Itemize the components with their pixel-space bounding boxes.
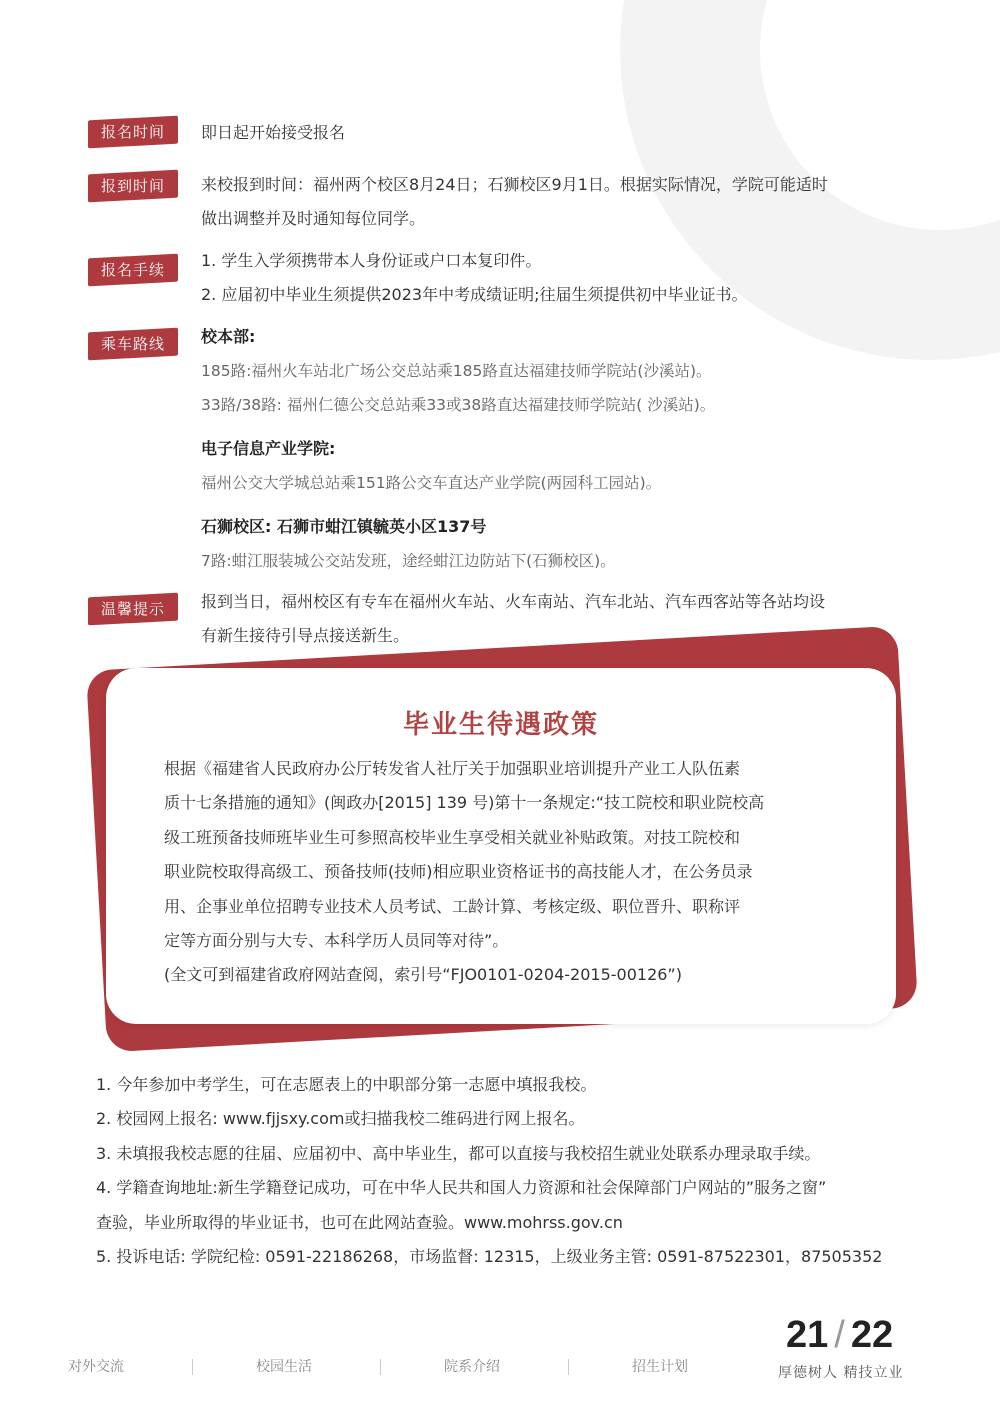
school-motto: 厚德树人 精技立业 — [778, 1365, 904, 1381]
section-tag: 报名手续 — [88, 254, 178, 287]
footer-nav-divider — [568, 1359, 569, 1375]
route-line: 7路:蚶江服装城公交站发班，途经蚶江边防站下(石狮校区)。 — [201, 552, 616, 570]
section-text: 来校报到时间：福州两个校区8月24日；石狮校区9月1日。根据实际情况，学院可能适时 — [201, 175, 828, 194]
section-text: 报到当日，福州校区有专车在福州火车站、火车南站、汽车北站、汽车西客站等各站均设 — [201, 592, 826, 611]
section-text: 2. 应届初中毕业生须提供2023年中考成绩证明;往届生须提供初中毕业证书。 — [201, 285, 748, 304]
page-number — [786, 1314, 893, 1357]
footer-nav-enrollment[interactable]: 招生计划 — [632, 1359, 688, 1375]
policy-card — [106, 668, 896, 1024]
page-number-right: 22 — [850, 1314, 894, 1356]
route-line: 33路/38路: 福州仁德公交总站乘33或38路直达福建技师学院站( 沙溪站)。 — [201, 396, 716, 414]
section-text: 做出调整并及时通知每位同学。 — [201, 209, 426, 228]
page-number-left: 21 — [786, 1314, 829, 1356]
section-tag: 乘车路线 — [88, 328, 178, 361]
policy-line: 用、企事业单位招聘专业技术人员考试、工龄计算、考核定级、职位晋升、职称评 — [164, 896, 741, 916]
section-text: 有新生接待引导点接送新生。 — [201, 626, 410, 645]
note-item: 查验，毕业所取得的毕业证书，也可在此网站查验。www.mohrss.gov.cn — [96, 1212, 623, 1232]
route-line: 185路:福州火车站北广场公交总站乘185路直达福建技师学院站(沙溪站)。 — [201, 362, 712, 380]
section-text: 1. 学生入学须携带本人身份证或户口本复印件。 — [201, 251, 542, 270]
campus-ei-heading: 电子信息产业学院: — [201, 439, 336, 458]
note-item: 1. 今年参加中考学生，可在志愿表上的中职部分第一志愿中填报我校。 — [96, 1075, 597, 1094]
footer-nav-departments[interactable]: 院系介绍 — [444, 1359, 500, 1375]
campus-main-heading: 校本部: — [201, 327, 256, 346]
note-item: 2. 校园网上报名: www.fjjsxy.com或扫描我校二维码进行网上报名。 — [96, 1109, 585, 1129]
policy-line: (全文可到福建省政府网站查阅，索引号“FJO0101-0204-2015-00126”) — [164, 965, 682, 985]
policy-body — [164, 752, 854, 993]
policy-line: 级工班预备技师班毕业生可参照高校毕业生享受相关就业补贴政策。对技工院校和 — [164, 827, 741, 847]
section-text: 即日起开始接受报名 — [201, 123, 346, 142]
notes-list — [96, 1068, 956, 1274]
section-tag: 报名时间 — [88, 116, 178, 149]
policy-line: 定等方面分别与大专、本科学历人员同等对待”。 — [164, 931, 509, 951]
section-tag: 报到时间 — [88, 170, 178, 203]
footer-nav-campus-life[interactable]: 校园生活 — [256, 1359, 312, 1375]
campus-ss-heading: 石狮校区: 石狮市蚶江镇毓英小区137号 — [201, 517, 487, 536]
footer-nav-divider — [192, 1359, 193, 1375]
note-item: 4. 学籍查询地址:新生学籍登记成功，可在中华人民共和国人力资源和社会保障部门户网站的”服务之窗” — [96, 1178, 827, 1198]
footer-nav-exchange[interactable]: 对外交流 — [68, 1359, 124, 1375]
policy-line: 职业院校取得高级工、预备技师(技师)相应职业资格证书的高技能人才，在公务员录 — [164, 862, 753, 882]
policy-line: 质十七条措施的通知》(闽政办[2015] 139 号)第十一条规定:“技工院校和职业院校高 — [164, 793, 765, 813]
footer-nav-divider — [380, 1359, 381, 1375]
section-tag: 温馨提示 — [88, 593, 178, 626]
route-line: 福州公交大学城总站乘151路公交车直达产业学院(两园科工园站)。 — [201, 474, 662, 492]
note-item: 3. 未填报我校志愿的往届、应届初中、高中毕业生，都可以直接与我校招生就业处联系办理录取手续。 — [96, 1143, 821, 1163]
note-item: 5. 投诉电话: 学院纪检: 0591-22186268，市场监督: 12315，上级业务主管: 0591-87522301，87505352 — [96, 1247, 883, 1267]
policy-title: 毕业生待遇政策 — [402, 710, 599, 740]
page-number-separator: / — [834, 1314, 845, 1356]
footer-nav — [0, 1352, 760, 1382]
policy-line: 根据《福建省人民政府办公厅转发省人社厅关于加强职业培训提升产业工人队伍素 — [164, 759, 741, 778]
